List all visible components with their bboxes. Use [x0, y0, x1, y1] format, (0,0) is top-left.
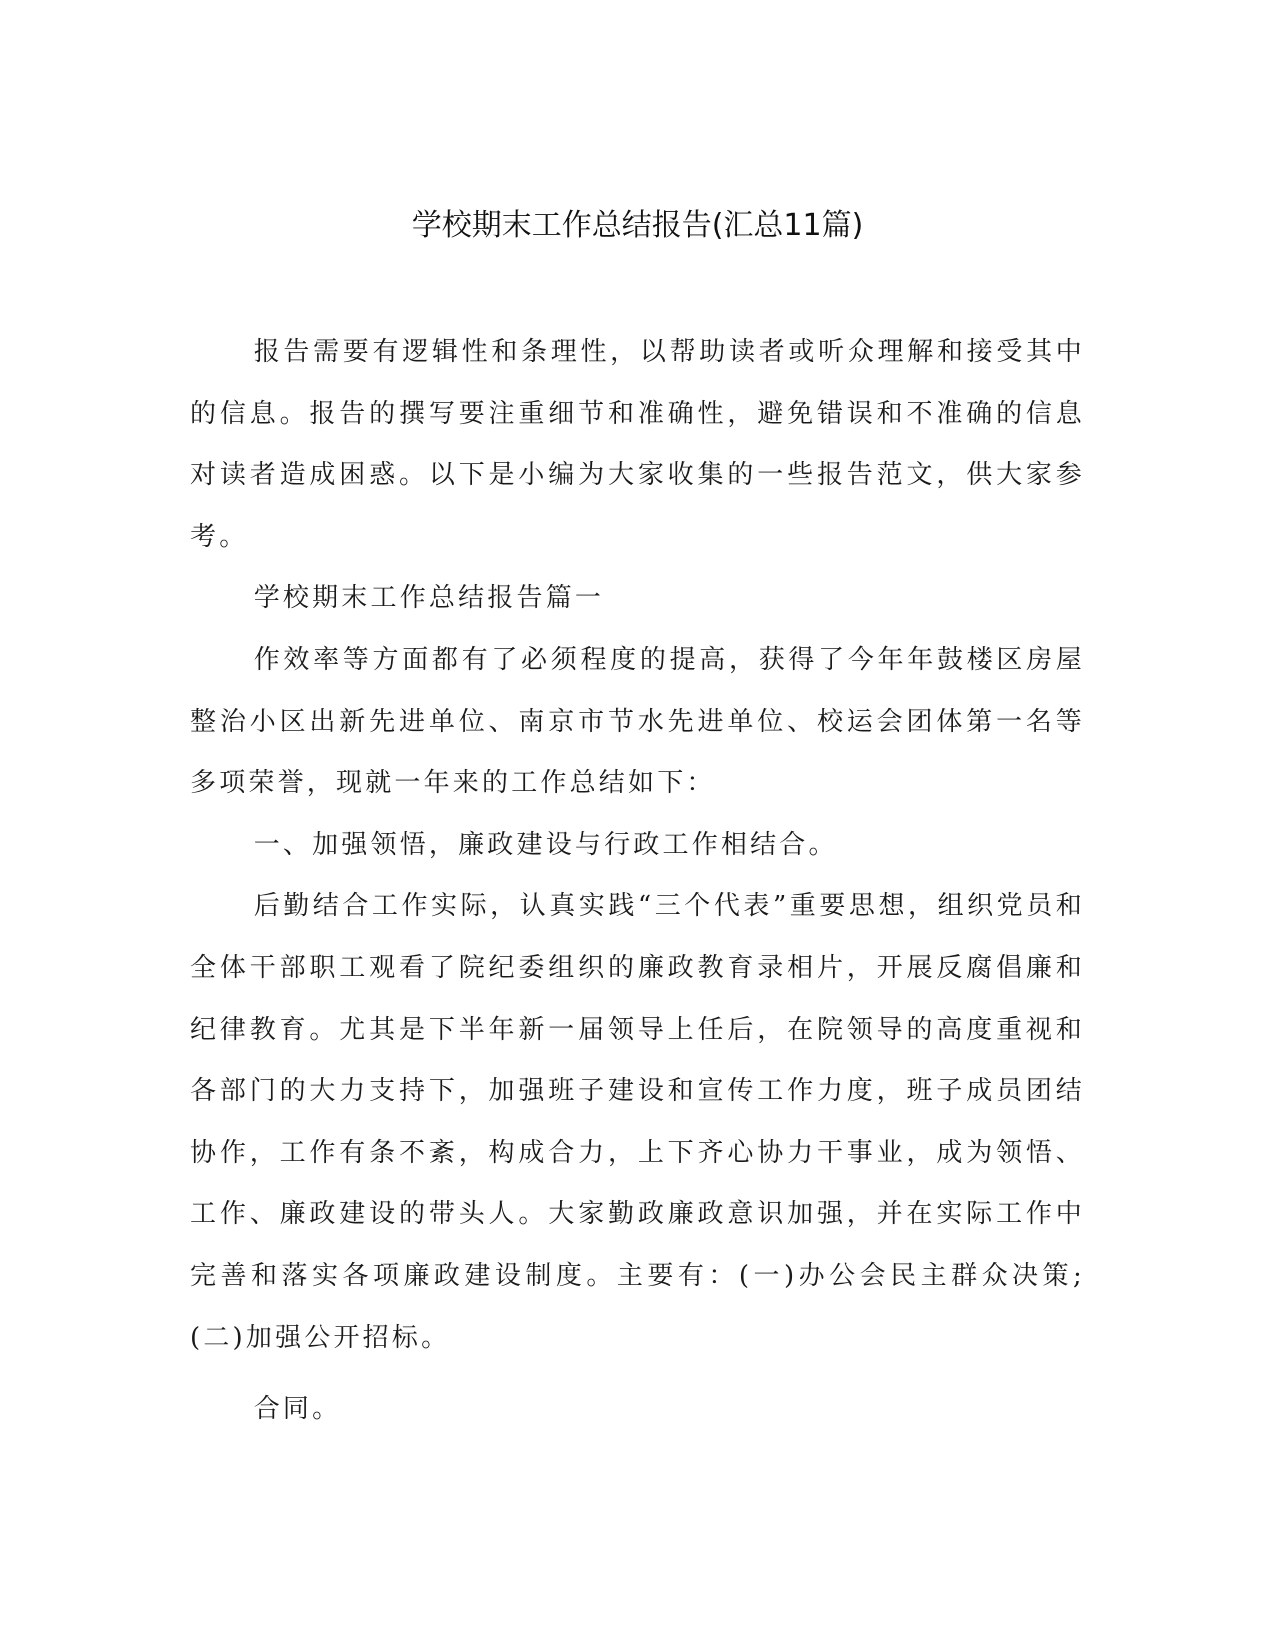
- section-heading-part-one: 学校期末工作总结报告篇一: [253, 583, 605, 614]
- body-paragraph: 作效率等方面都有了必须程度的提高，获得了今年年鼓楼区房屋整治小区出新先进单位、南京市节水先进单位、校运会团体第一名等多项荣誉，现就一年来的工作总结如下：: [190, 644, 1085, 799]
- document-body: [190, 322, 1085, 1441]
- body-paragraph: 合同。: [253, 1394, 342, 1425]
- section-heading-one: 一、加强领悟，廉政建设与行政工作相结合。: [253, 829, 838, 860]
- body-paragraph: 后勤结合工作实际，认真实践“三个代表”重要思想，组织党员和全体干部职工观看了院纪委组织的廉政教育录相片，开展反腐倡廉和纪律教育。尤其是下半年新一届领导上任后，在院领导的高度重视和各部门的大力支持下，加强班子建设和宣传工作力度，班子成员团结协作，工作有条不紊，构成合力，上下齐心协力干事业，成为领悟、工作、廉政建设的带头人。大家勤政廉政意识加强，并在实际工作中完善和落实各项廉政建设制度。主要有：(一)办公会民主群众决策;(二)加强公开招标。: [190, 891, 1085, 1353]
- intro-paragraph: 报告需要有逻辑性和条理性，以帮助读者或听众理解和接受其中的信息。报告的撰写要注重细节和准确性，避免错误和不准确的信息对读者造成困惑。以下是小编为大家收集的一些报告范文，供大家参考。: [190, 337, 1085, 552]
- document-title: 学校期末工作总结报告(汇总11篇): [411, 208, 864, 243]
